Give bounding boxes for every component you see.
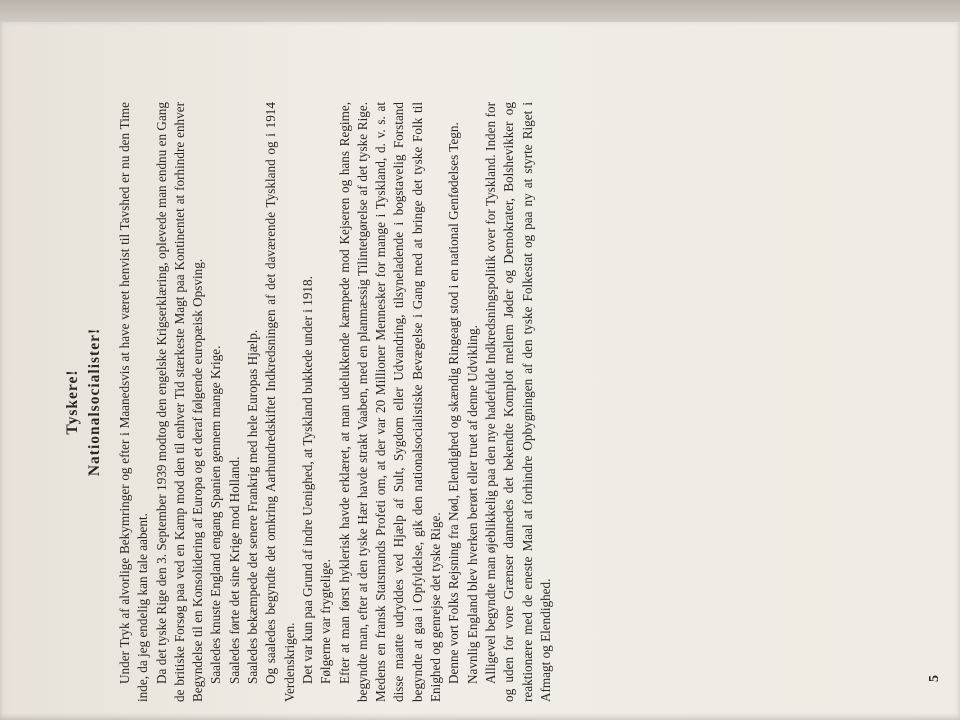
paragraph-12: Alligevel begyndte man øjeblikkelig paa den nye hadefulde Indkredsningspolitik over for Tyskland. Inden for og uden for vore Grænser dannedes det bekendte Komplot mellem Jøder og Demokrater, Bolshevikker og reaktionære med de eneste Maal at forhindre Opbygningen af den tyske Folkestat og paa ny at styrte Riget i Afmagt og Elendighed. (482, 102, 553, 702)
title-line-2: Nationalsocialister! (86, 327, 103, 477)
rotated-text-block (62, 102, 822, 702)
page-number-block (926, 642, 960, 682)
title-line-1: Tyskere! (64, 369, 81, 435)
paragraph-1: Under Tryk af alvorlige Bekymringer og efter i Maanedsvis at have været henvist til Tavshed er nu den Time inde, da jeg endelig kan tale aabent. (117, 102, 151, 702)
paragraph-6: Og saaledes begyndte det omkring Aarhundredskiftet Indkredsningen af det daværende Tyskland og i 1914 Verdenskrigen. (263, 102, 297, 702)
paragraph-10: Denne vort Folks Rejsning fra Nød, Elendighed og skændig Ringeagt stod i en national Genfødelses Tegn. (446, 122, 462, 684)
paragraph-11: Navnlig England blev hverken berørt eller truet af denne Udvikling. (464, 325, 480, 684)
text-column (62, 102, 555, 702)
page-number: 5 (927, 675, 942, 682)
paragraph-3: Saaledes knuste England engang Spanien gennem mange Krige. (208, 345, 224, 684)
paragraph-4: Saaledes førte det sine Krige mod Holland. (226, 456, 242, 684)
paragraph-9: Efter at man først hyklerisk havde erklæret, at man udelukkende kæmpede mod Kejseren og hans Regime, begyndte man, efter at den tyske Hær havde strakt Vaaben, med en planmæssig Tilintetgørelse af det tyske Rige. Medens en fransk Statsmands Profeti om, at der var 20 Millioner Mennesker for mange i Tyskland, d. v. s. at disse maatte udryddes ved Hjælp af Sult, Sygdom eller Udvandring, tilsyneladende i bogstavelig Forstand begyndte at gaa i Opfyldelse, gik den nationalsocialistiske Bevægelse i Gang med at bringe det tyske Folk til Enighed og genrejse det tyske Rige. (336, 102, 444, 702)
paragraph-8: Følgerne var frygtelige. (318, 559, 334, 684)
paragraph-2: Da det tyske Rige den 3. September 1939 modtog den engelske Krigserklæring, oplevede man endnu en Gang de britiske Forsøg paa ved en Kamp mod den til enhver Tid stærkeste Magt paa Kontinentet at forhindre enhver Begyndelse til en Konsolidering af Europa og et deraf følgende europæisk Opsving. (153, 102, 206, 702)
book-page (0, 22, 960, 720)
paragraph-7: Det var kun paa Grund af indre Uenighed, at Tyskland bukkede under i 1918. (299, 276, 315, 684)
paragraph-5: Saaledes bekæmpede det senere Frankrig med hele Europas Hjælp. (245, 329, 261, 684)
